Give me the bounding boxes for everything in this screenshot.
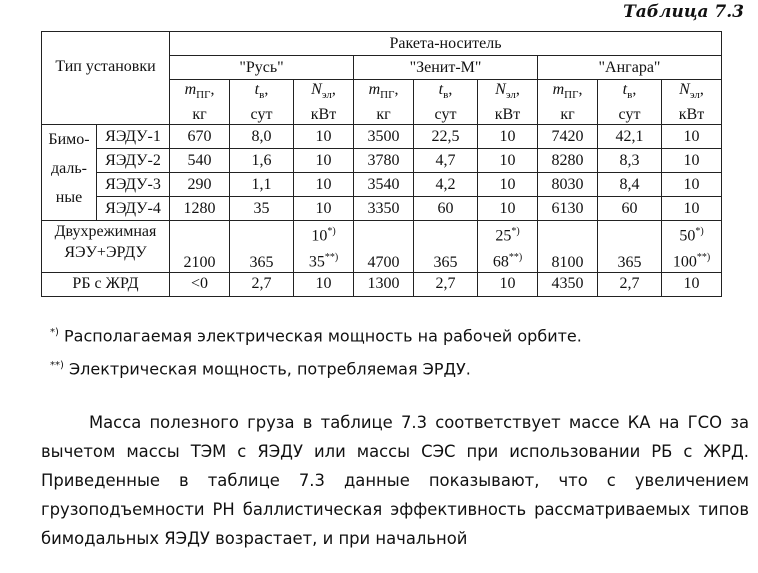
table-row: ЯЭДУ-3 290 1,1 10 3540 4,2 10 8030 8,4 10 [42,173,722,197]
rocket-rus: "Русь" [170,56,354,80]
bimodal-label: Бимо- даль- ные [42,125,97,221]
data-table [41,31,722,297]
rocket-zenit: "Зенит-М" [354,56,538,80]
rocket-header: Ракета-носитель [170,32,722,56]
table-row: Бимо- даль- ные ЯЭДУ-1 670 8,0 10 3500 22,5 10 7420 42,1 10 [42,125,722,149]
table-row: ЯЭДУ-2 540 1,6 10 3780 4,7 10 8280 8,3 10 [42,149,722,173]
type-header: Тип установки [42,32,170,125]
footnote-2: **) Электрическая мощность, потребляемая ЭРДУ. [50,359,471,379]
units-row: $m_{ПГ}$, кг $t_в$, сут $N_{эл}$, кВт $m_{ПГ}$, кг $t_в$, сут $N_{эл}$, кВт $m_{ПГ}$, кг $t_в$, сут $N_{эл}$, кВт [42,80,722,125]
rb-row: РБ с ЖРД <0 2,7 10 1300 2,7 10 4350 2,7 10 [42,272,722,296]
table-caption: Таблица 7.3 [623,2,744,22]
dual-mode-row: Двухрежимная ЯЭУ+ЭРДУ 2100 365 10*) 35**) 4700 365 25*) 68**) 8100 365 50*) 100**) [42,221,722,273]
footnotes [50,318,582,385]
body-paragraph: Масса полезного груза в таблице 7.3 соответствует массе КА на ГСО за вычетом массы ТЭМ с ЯЭДУ или массы СЭС при использовании РБ с ЖРД. Приведенные в таблице 7.3 данные показывают, что с увеличением грузоподъемности РН баллистическая эффективность рассматриваемых типов бимодальных ЯЭДУ возрастает, и при начальной [41,413,749,548]
table-row: ЯЭДУ-4 1280 35 10 3350 60 10 6130 60 10 [42,197,722,221]
rocket-angara: "Ангара" [538,56,722,80]
footnote-1: *) Располагаемая электрическая мощность на рабочей орбите. [50,326,582,346]
